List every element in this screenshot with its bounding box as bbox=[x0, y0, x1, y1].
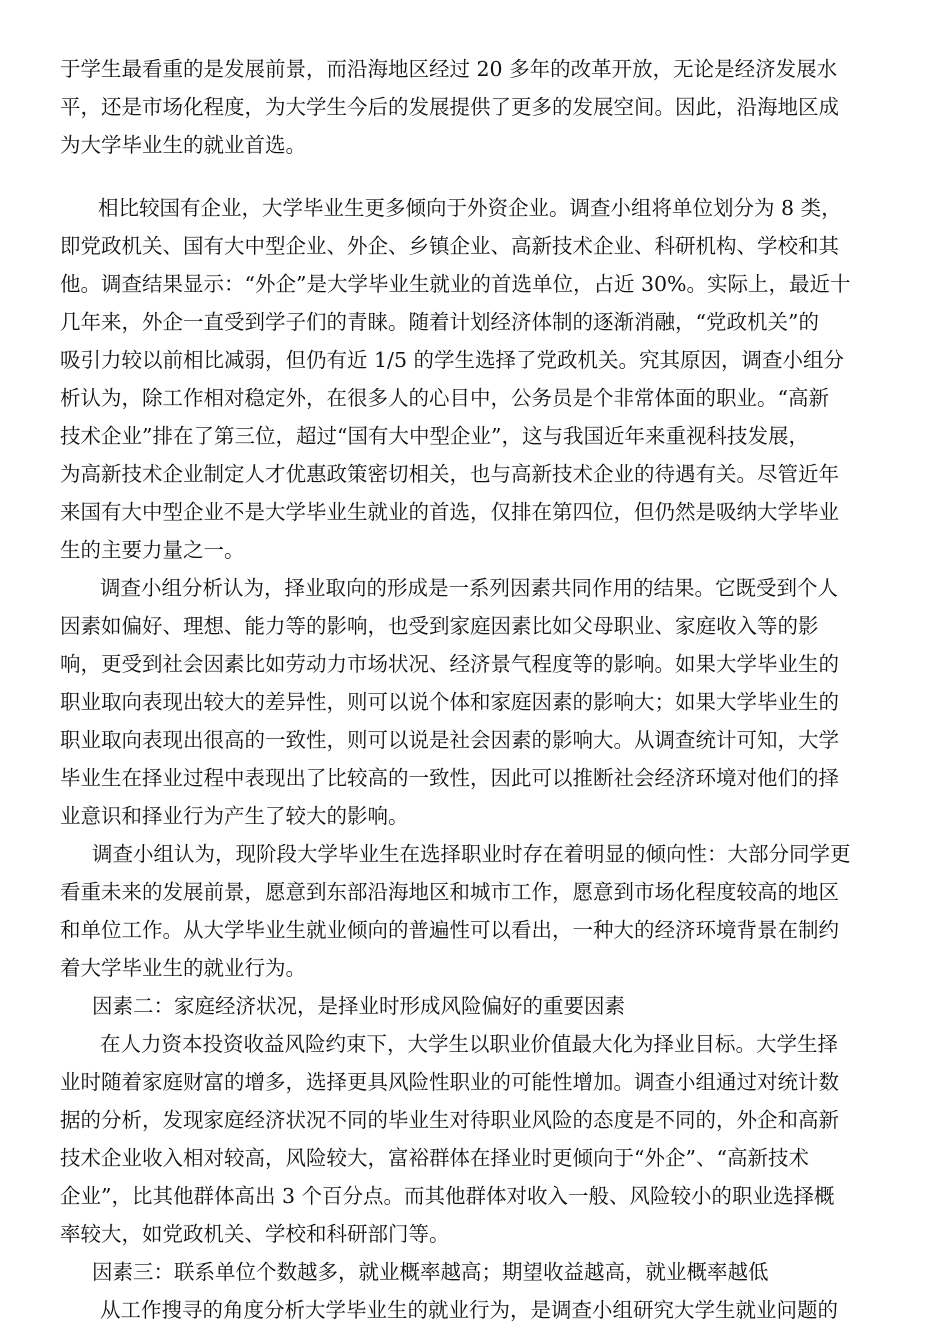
text-line-1: 于学生最看重的是发展前景，而沿海地区经过 20 多年的改革开放，无论是经济发展水 bbox=[60, 57, 838, 81]
text-line-28: 据的分析，发现家庭经济状况不同的毕业生对待职业风险的态度是不同的，外企和高新 bbox=[60, 1108, 839, 1132]
text-line-24: 着大学毕业生的就业行为。 bbox=[60, 956, 306, 980]
text-line-33: 从工作搜寻的角度分析大学毕业生的就业行为，是调查小组研究大学生就业问题的 bbox=[100, 1298, 838, 1322]
text-line-4: 相比较国有企业，大学毕业生更多倾向于外资企业。调查小组将单位划分为 8 类， bbox=[98, 196, 842, 220]
text-line-12: 来国有大中型企业不是大学毕业生就业的首选，仅排在第四位，但仍然是吸纳大学毕业 bbox=[60, 500, 839, 524]
text-line-11: 为高新技术企业制定人才优惠政策密切相关，也与高新技术企业的待遇有关。尽管近年 bbox=[60, 462, 839, 486]
text-line-2: 平，还是市场化程度，为大学生今后的发展提供了更多的发展空间。因此，沿海地区成 bbox=[60, 95, 839, 119]
section-heading-factor-2: 因素二：家庭经济状况，是择业时形成风险偏好的重要因素 bbox=[92, 994, 625, 1018]
text-line-8: 吸引力较以前相比减弱，但仍有近 1/5 的学生选择了党政机关。究其原因，调查小组分 bbox=[60, 348, 845, 372]
text-line-18: 职业取向表现出很高的一致性，则可以说是社会因素的影响大。从调查统计可知，大学 bbox=[60, 728, 839, 752]
text-line-6: 他。调查结果显示：“外企”是大学毕业生就业的首选单位，占近 30%。实际上，最近十 bbox=[60, 272, 851, 296]
section-heading-factor-3: 因素三：联系单位个数越多，就业概率越高；期望收益越高，就业概率越低 bbox=[92, 1260, 769, 1284]
text-line-31: 率较大，如党政机关、学校和科研部门等。 bbox=[60, 1222, 450, 1246]
text-line-7: 几年来，外企一直受到学子们的青睐。随着计划经济体制的逐渐消融，“党政机关”的 bbox=[60, 310, 819, 334]
text-line-13: 生的主要力量之一。 bbox=[60, 538, 245, 562]
text-line-9: 析认为，除工作相对稳定外，在很多人的心目中，公务员是个非常体面的职业。“高新 bbox=[60, 386, 829, 410]
text-line-23: 和单位工作。从大学毕业生就业倾向的普遍性可以看出，一种大的经济环境背景在制约 bbox=[60, 918, 839, 942]
text-line-21: 调查小组认为，现阶段大学毕业生在选择职业时存在着明显的倾向性：大部分同学更 bbox=[92, 842, 851, 866]
text-line-27: 业时随着家庭财富的增多，选择更具风险性职业的可能性增加。调查小组通过对统计数 bbox=[60, 1070, 839, 1094]
text-line-22: 看重未来的发展前景，愿意到东部沿海地区和城市工作，愿意到市场化程度较高的地区 bbox=[60, 880, 839, 904]
text-line-30: 企业”，比其他群体高出 3 个百分点。而其他群体对收入一般、风险较小的职业选择概 bbox=[60, 1184, 835, 1208]
text-line-10: 技术企业”排在了第三位，超过“国有大中型企业”，这与我国近年来重视科技发展， bbox=[60, 424, 809, 448]
text-line-3: 为大学毕业生的就业首选。 bbox=[60, 133, 306, 157]
text-line-26: 在人力资本投资收益风险约束下，大学生以职业价值最大化为择业目标。大学生择 bbox=[100, 1032, 838, 1056]
text-line-19: 毕业生在择业过程中表现出了比较高的一致性，因此可以推断社会经济环境对他们的择 bbox=[60, 766, 839, 790]
text-line-20: 业意识和择业行为产生了较大的影响。 bbox=[60, 804, 409, 828]
text-line-5: 即党政机关、国有大中型企业、外企、乡镇企业、高新技术企业、科研机构、学校和其 bbox=[60, 234, 839, 258]
text-line-16: 响，更受到社会因素比如劳动力市场状况、经济景气程度等的影响。如果大学毕业生的 bbox=[60, 652, 839, 676]
text-line-17: 职业取向表现出较大的差异性，则可以说个体和家庭因素的影响大；如果大学毕业生的 bbox=[60, 690, 839, 714]
text-line-15: 因素如偏好、理想、能力等的影响，也受到家庭因素比如父母职业、家庭收入等的影 bbox=[60, 614, 819, 638]
text-line-14: 调查小组分析认为，择业取向的形成是一系列因素共同作用的结果。它既受到个人 bbox=[100, 576, 838, 600]
text-line-29: 技术企业收入相对较高，风险较大，富裕群体在择业时更倾向于“外企”、“高新技术 bbox=[60, 1146, 809, 1170]
